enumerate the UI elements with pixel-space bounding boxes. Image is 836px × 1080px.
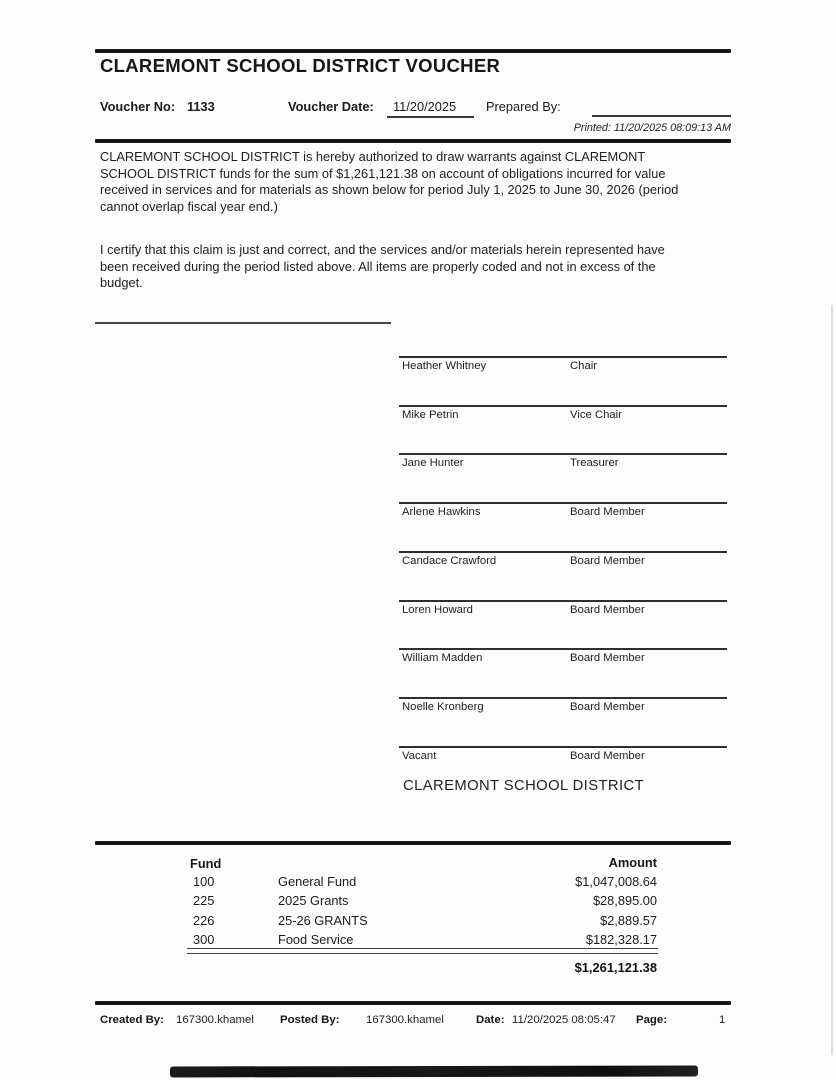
signatory-title: Board Member — [570, 652, 645, 665]
signature-row — [399, 356, 727, 404]
signature-line — [399, 405, 727, 407]
footer-date-value: 11/20/2025 08:05:47 — [512, 1014, 616, 1026]
signatory-title: Board Member — [570, 700, 645, 713]
posted-by-label: Posted By: — [280, 1014, 340, 1026]
fund-name: General Fund — [278, 874, 357, 889]
authorization-line: cannot overlap fiscal year end.) — [100, 198, 278, 214]
signature-row — [399, 600, 727, 648]
certification-paragraph — [100, 242, 665, 292]
fund-table-top-rule — [95, 841, 731, 845]
header-top-rule — [95, 49, 731, 53]
signatory-name: Mike Petrin — [402, 408, 459, 421]
signature-line — [399, 648, 727, 650]
signatory-title: Vice Chair — [570, 408, 622, 421]
prepared-by-label: Prepared By: — [486, 99, 561, 114]
signature-row — [399, 697, 727, 745]
signature-line — [399, 453, 727, 455]
footer-rule — [95, 1001, 731, 1005]
signatory-name: Candace Crawford — [402, 554, 497, 567]
fund-amount: $2,889.57 — [600, 912, 657, 928]
scan-edge-artifact — [831, 305, 833, 1055]
created-by-value: 167300.khamel — [176, 1014, 254, 1026]
scan-bottom-bar-artifact — [170, 1066, 698, 1078]
fund-code: 225 — [193, 893, 215, 909]
prepared-by-blank-line — [592, 115, 731, 117]
fund-amount: $28,895.00 — [592, 893, 657, 909]
signatory-name: Arlene Hawkins — [402, 506, 481, 519]
created-by-label: Created By: — [100, 1014, 164, 1026]
signature-row — [399, 648, 727, 696]
authorization-paragraph — [100, 149, 678, 215]
signatory-title: Board Member — [570, 603, 645, 616]
signatory-name: Noelle Kronberg — [402, 700, 484, 713]
fund-code: 300 — [193, 931, 215, 947]
fund-code: 226 — [193, 912, 215, 928]
fund-code: 100 — [193, 874, 215, 889]
amount-column-header: Amount — [608, 855, 657, 870]
signatory-name: Loren Howard — [402, 603, 473, 616]
fund-name: 25-26 GRANTS — [278, 912, 368, 928]
signature-row — [399, 502, 727, 550]
signatory-title: Board Member — [570, 749, 645, 762]
signature-line — [399, 551, 727, 553]
voucher-no-label: Voucher No: — [100, 99, 176, 114]
voucher-no-value: 1133 — [187, 99, 215, 114]
fund-amount: $182,328.17 — [585, 931, 657, 947]
printed-timestamp: Printed: 11/20/2025 08:09:13 AM — [573, 122, 731, 134]
signatory-title: Treasurer — [570, 457, 619, 470]
voucher-date-underline — [387, 116, 474, 118]
document-title: CLAREMONT SCHOOL DISTRICT VOUCHER — [100, 55, 501, 76]
fund-row — [0, 874, 836, 893]
fund-name: Food Service — [278, 931, 354, 947]
signature-line — [399, 356, 727, 358]
page-label: Page: — [636, 1014, 668, 1026]
fund-name: 2025 Grants — [278, 893, 349, 909]
voucher-date-label: Voucher Date: — [288, 99, 374, 114]
signatory-name: Jane Hunter — [402, 457, 464, 470]
page-number: 1 — [719, 1014, 726, 1026]
certification-line: budget. — [100, 275, 143, 291]
signature-line — [399, 502, 727, 504]
certification-line: I certify that this claim is just and correct, and the services and/or materials herein represented have — [100, 242, 665, 257]
fund-amount: $1,047,008.64 — [575, 874, 657, 889]
signature-line — [399, 746, 727, 748]
fund-column-header: Fund — [190, 856, 222, 871]
fund-total-amount: $1,261,121.38 — [574, 960, 657, 975]
signature-row — [399, 405, 727, 453]
fund-row — [0, 893, 836, 912]
signatory-title: Board Member — [570, 554, 645, 567]
fund-total-double-rule — [187, 948, 658, 954]
fund-row — [0, 913, 836, 932]
district-name: CLAREMONT SCHOOL DISTRICT — [403, 778, 645, 794]
signatory-title: Chair — [570, 360, 597, 372]
signatory-name: William Madden — [402, 652, 483, 665]
left-signature-line — [95, 322, 391, 324]
authorization-line: SCHOOL DISTRICT funds for the sum of $1,261,121.38 on account of obligations incurred for value — [100, 165, 666, 181]
authorization-line: CLAREMONT SCHOOL DISTRICT is hereby authorized to draw warrants against CLAREMONT — [100, 149, 646, 164]
signatory-title: Board Member — [570, 506, 645, 519]
footer-date-label: Date: — [476, 1014, 505, 1026]
posted-by-value: 167300.khamel — [366, 1014, 444, 1026]
certification-line: been received during the period listed above. All items are properly coded and not in excess of the — [100, 258, 656, 274]
authorization-line: received in services and for materials as shown below for period July 1, 2025 to June 30, 2026 (period — [100, 182, 679, 198]
signature-line — [399, 600, 727, 602]
signatory-name: Heather Whitney — [402, 360, 487, 372]
signature-line — [399, 697, 727, 699]
voucher-date-value: 11/20/2025 — [393, 99, 457, 114]
signatory-name: Vacant — [402, 749, 437, 762]
header-bottom-rule — [95, 139, 731, 143]
signature-row — [399, 453, 727, 501]
signature-row — [399, 551, 727, 599]
